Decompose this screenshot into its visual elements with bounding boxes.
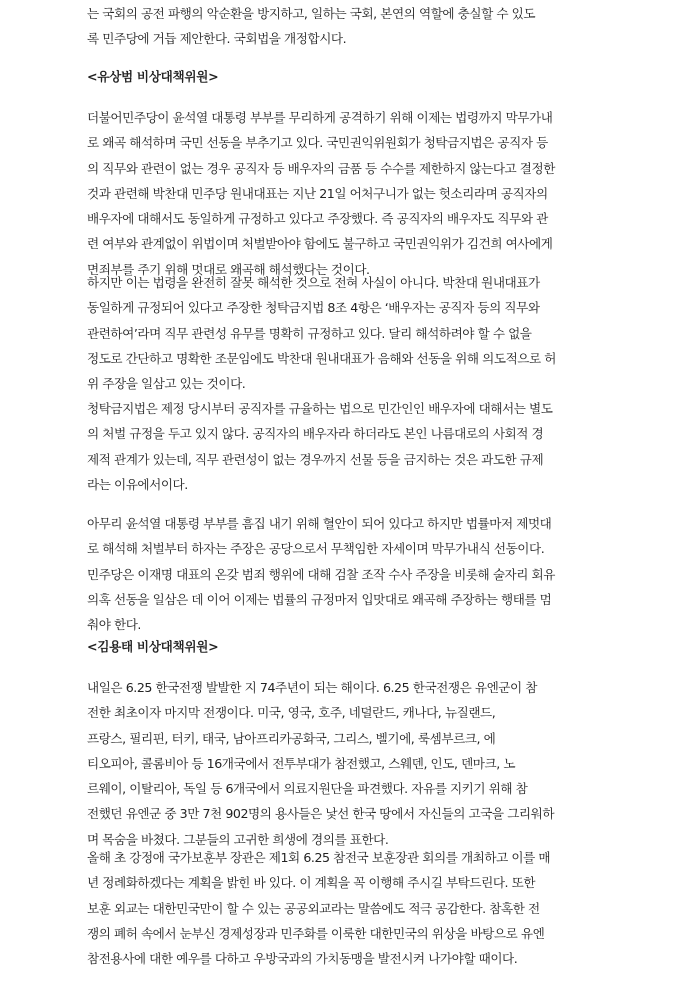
paragraph (87, 511, 627, 637)
text-line: 더불어민주당이 윤석열 대통령 부부를 무리하게 공격하기 위해 이제는 법령까지 막무가내 (87, 110, 553, 125)
intro-paragraph (87, 1, 627, 52)
paragraph (87, 396, 627, 497)
paragraph (87, 675, 627, 852)
text-line: 것과 관련해 박찬대 민주당 원내대표는 지난 21일 어처구니가 없는 헛소리라며 공직자의 (87, 185, 548, 201)
text-line: 며 목숨을 바쳤다. 그분들의 고귀한 희생에 경의를 표한다. (87, 831, 389, 847)
speaker-heading-yoo: <유상범 비상대책위원> (87, 69, 219, 84)
paragraph (87, 105, 627, 282)
text-line: 아무리 윤석열 대통령 부부를 흠집 내기 위해 혈안이 되어 있다고 하지만 법률마저 제멋대 (87, 516, 552, 531)
text-line: 춰야 한다. (87, 617, 141, 633)
text-line: 의 직무와 관련이 없는 경우 공직자 등 배우자의 금품 등 수수를 제한하지 않는다고 결정한 (87, 160, 555, 176)
text-line: 청탁금지법은 제정 당시부터 공직자를 규율하는 법으로 민간인인 배우자에 대해서는 별도 (87, 401, 553, 416)
text-line: 년 정례화하겠다는 계획을 밝힌 바 있다. 이 계획을 꼭 이행해 주시길 부탁드린다. 또한 (87, 875, 536, 891)
text-line: 위 주장을 일삼고 있는 것이다. (87, 376, 246, 392)
text-line: 티오피아, 콜롬비아 등 16개국에서 전투부대가 참전했고, 스웨덴, 인도, 덴마크, 노 (87, 755, 516, 771)
text-line: 전했던 유엔군 중 3만 7천 902명의 용사들은 낯선 한국 땅에서 자신들의 고국을 그리워하 (87, 806, 555, 822)
paragraph (87, 845, 627, 971)
text-line: 로 해석해 처벌부터 하자는 주장은 공당으로서 무책임한 자세이며 막무가내식 선동이다. (87, 541, 545, 557)
text-line: 제적 관계가 있는데, 직무 관련성이 없는 경우까지 선물 등을 금지하는 것은 과도한 규제 (87, 451, 544, 467)
text-line: 올해 초 강정애 국가보훈부 장관은 제1회 6.25 참전국 보훈장관 회의를 개최하고 이를 매 (87, 850, 551, 865)
text-line: 전한 최초이자 마지막 전쟁이다. 미국, 영국, 호주, 네덜란드, 캐나다, 뉴질랜드, (87, 705, 496, 721)
text-line: 의 처벌 규정을 두고 있지 않다. 공직자의 배우자라 하더라도 본인 나름대로의 사회적 경 (87, 426, 544, 442)
text-line: 정도로 간단하고 명확한 조문임에도 박찬대 원내대표가 음해와 선동을 위해 의도적으로 허 (87, 350, 557, 366)
text-line: 하지만 이는 법령을 완전히 잘못 해석한 것으로 전혀 사실이 아니다. 박찬대 원내대표가 (87, 275, 540, 290)
text-line: 련 여부와 관계없이 위법이며 처벌받아야 함에도 불구하고 국민권익위가 김건희 여사에게 (87, 236, 553, 252)
text-line: 의혹 선동을 일삼은 데 이어 이제는 법률의 규정마저 입맛대로 왜곡해 주장하는 행태를 멈 (87, 591, 552, 607)
text-line: 내일은 6.25 한국전쟁 발발한 지 74주년이 되는 해이다. 6.25 한국전쟁은 유엔군이 참 (87, 680, 537, 695)
text-line: 라는 이유에서이다. (87, 476, 188, 492)
paragraph (87, 270, 627, 396)
text-line: 민주당은 이재명 대표의 온갖 범죄 행위에 대해 검찰 조작 수사 주장을 비롯해 술자리 회유 (87, 566, 555, 582)
text-line: 배우자에 대해서도 동일하게 규정하고 있다고 주장했다. 즉 공직자의 배우자도 직무와 관 (87, 211, 548, 227)
text-line: 동일하게 규정되어 있다고 주장한 청탁금지법 8조 4항은 ‘배우자는 공직자 등의 직무와 (87, 300, 540, 316)
text-line: 쟁의 폐허 속에서 눈부신 경제성장과 민주화를 이룩한 대한민국의 위상을 바탕으로 유엔 (87, 925, 545, 941)
text-line: 는 국회의 공전 파행의 악순환을 방지하고, 일하는 국회, 본연의 역할에 충실할 수 있도 (87, 6, 536, 21)
text-line: 면죄부를 주기 위해 멋대로 왜곡해 해석했다는 것이다. (87, 261, 370, 277)
text-line: 보훈 외교는 대한민국만이 할 수 있는 공공외교라는 말씀에도 적극 공감한다. 참혹한 전 (87, 900, 540, 916)
text-line: 로 왜곡 해석하며 국민 선동을 부추기고 있다. 국민권익위원회가 청탁금지법은 공직자 등 (87, 135, 548, 151)
speaker-heading-kim: <김용태 비상대책위원> (87, 639, 219, 654)
text-line: 관련하여’라며 직무 관련성 유무를 명확히 규정하고 있다. 달리 해석하려야 할 수 없을 (87, 325, 532, 341)
text-line: 프랑스, 필리핀, 터키, 태국, 남아프리카공화국, 그리스, 벨기에, 룩셈부르크, 에 (87, 730, 496, 746)
text-line: 록 민주당에 거듭 제안한다. 국회법을 개정합시다. (87, 31, 347, 47)
text-line: 르웨이, 이탈리아, 독일 등 6개국에서 의료지원단을 파견했다. 자유를 지키기 위해 참 (87, 781, 528, 797)
text-line: 참전용사에 대한 예우를 다하고 우방국과의 가치동맹을 발전시켜 나가야할 때이다. (87, 951, 518, 967)
